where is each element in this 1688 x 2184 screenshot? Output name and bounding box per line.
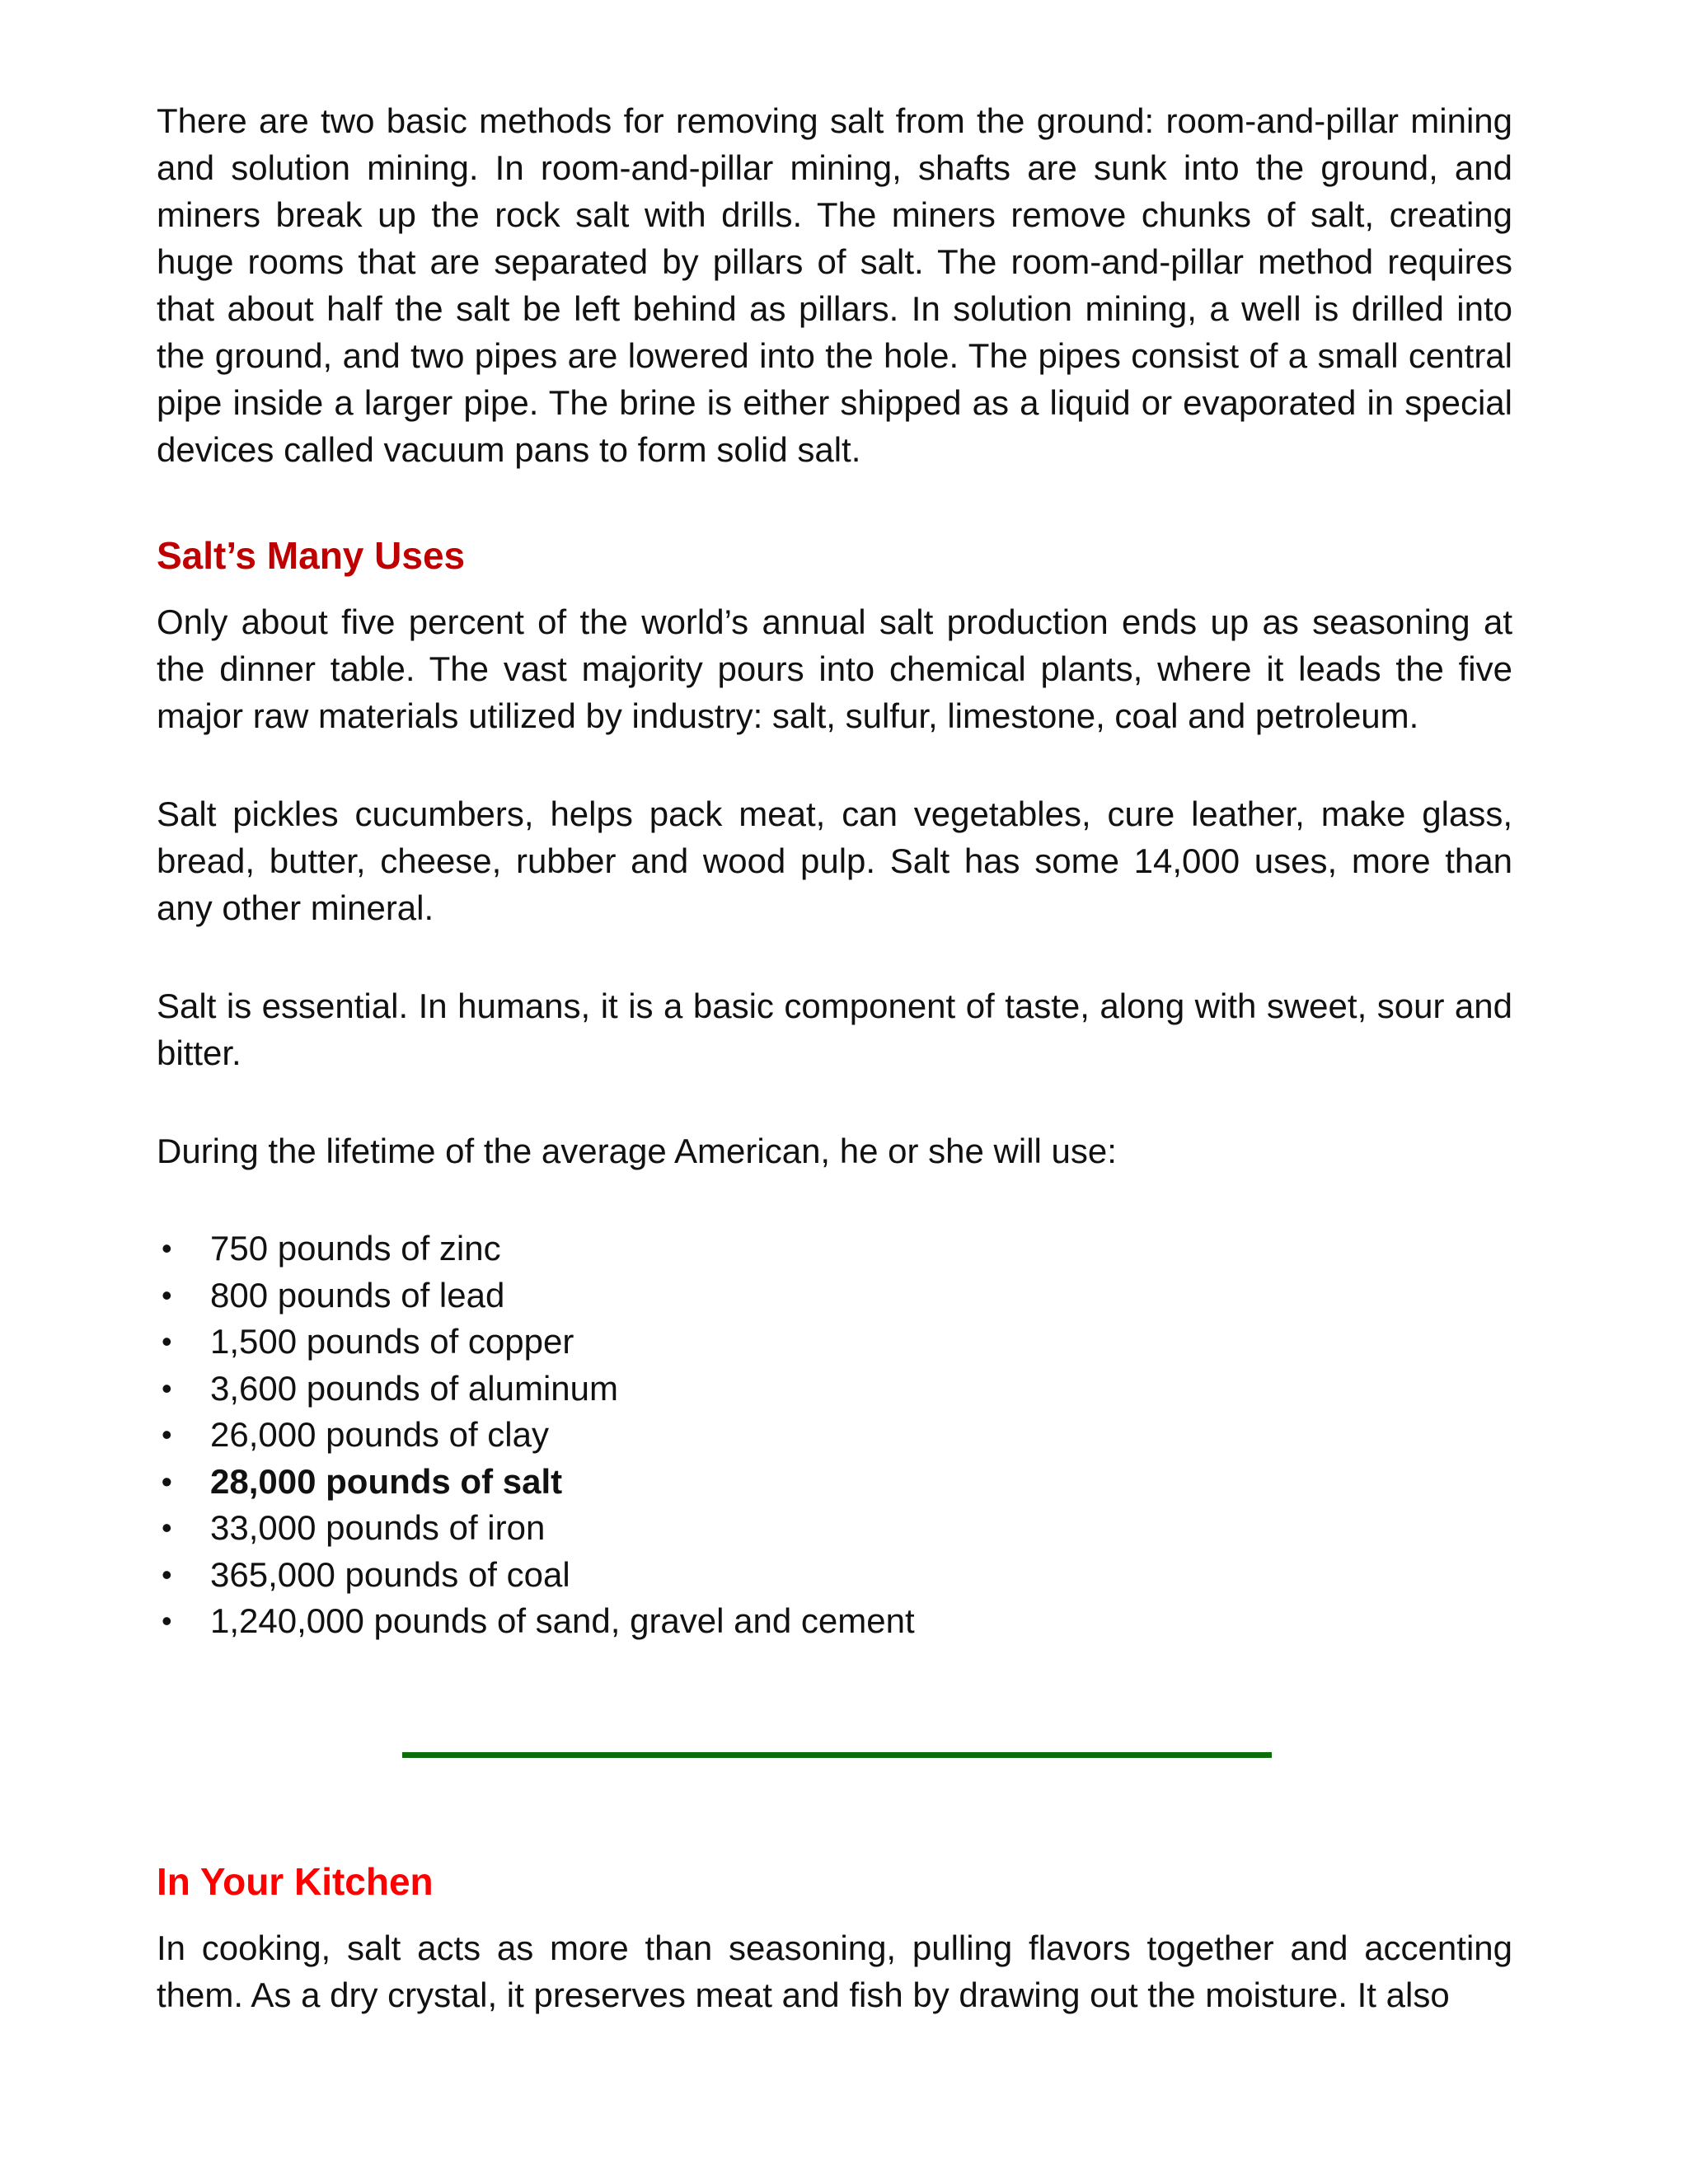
list-item [157, 1366, 1512, 1413]
bullet-icon: • [162, 1604, 172, 1638]
list-item-text: 750 pounds of zinc [210, 1229, 501, 1268]
list-item [157, 1598, 1512, 1645]
bullet-icon: • [162, 1511, 172, 1544]
bullet-icon: • [162, 1557, 172, 1591]
list-item-text: 26,000 pounds of clay [210, 1415, 549, 1454]
lifetime-usage-list [157, 1226, 1512, 1645]
uses-paragraph-2: Salt pickles cucumbers, helps pack meat, can vegetables, cure leather, make glass, bread, butter, cheese, rubber and wood pulp. Salt has some 14,000 uses, more than any other mineral. [157, 794, 1512, 927]
list-item-text: 33,000 pounds of iron [210, 1508, 546, 1547]
bullet-icon: • [162, 1464, 172, 1498]
list-item [157, 1272, 1512, 1319]
list-item-text: 1,240,000 pounds of sand, gravel and cement [210, 1601, 915, 1640]
list-item-highlighted [157, 1459, 1512, 1506]
uses-paragraph-1: Only about five percent of the world’s annual salt production ends up as seasoning at the dinner table. The vast majority pours into chemical plants, where it leads the five major raw materials utilized by industry: salt, sulfur, limestone, coal and petroleum. [157, 602, 1512, 735]
intro-paragraph: There are two basic methods for removing salt from the ground: room-and-pillar mining and solution mining. In room-and-pillar mining, shafts are sunk into the ground, and miners break up the rock salt with drills. The miners remove chunks of salt, creating huge rooms that are separated by pillars of salt. The room-and-pillar method requires that about half the salt be left behind as pillars. In solution mining, a well is drilled into the ground, and two pipes are lowered into the hole. The pipes consist of a small central pipe inside a larger pipe. The brine is either shipped as a liquid or evaporated in special devices called vacuum pans to form solid salt. [157, 101, 1512, 469]
bullet-icon: • [162, 1371, 172, 1405]
uses-paragraph-3: Salt is essential. In humans, it is a basic component of taste, along with sweet, sour and bitter. [157, 987, 1512, 1072]
section-heading-in-your-kitchen: In Your Kitchen [157, 1859, 434, 1903]
document-page [157, 97, 1512, 2018]
bullet-icon: • [162, 1418, 172, 1451]
list-item [157, 1552, 1512, 1599]
bullet-icon: • [162, 1231, 172, 1265]
list-item-text: 800 pounds of lead [210, 1275, 505, 1315]
uses-paragraph-4: During the lifetime of the average American, he or she will use: [157, 1132, 1117, 1170]
bullet-icon: • [162, 1324, 172, 1358]
list-item-text: 3,600 pounds of aluminum [210, 1368, 618, 1408]
list-item-text: 365,000 pounds of coal [210, 1554, 570, 1594]
list-item [157, 1226, 1512, 1272]
list-item [157, 1412, 1512, 1459]
list-item [157, 1319, 1512, 1366]
list-item [157, 1505, 1512, 1552]
section-heading-salts-many-uses: Salt’s Many Uses [157, 534, 466, 577]
section-divider [402, 1752, 1272, 1758]
kitchen-paragraph: In cooking, salt acts as more than seasoning, pulling flavors together and accenting them. As a dry crystal, it preserves meat and fish by drawing out the moisture. It also [157, 1928, 1512, 2014]
list-item-text: 28,000 pounds of salt [210, 1461, 563, 1501]
list-item-text: 1,500 pounds of copper [210, 1322, 574, 1361]
bullet-icon: • [162, 1277, 172, 1312]
